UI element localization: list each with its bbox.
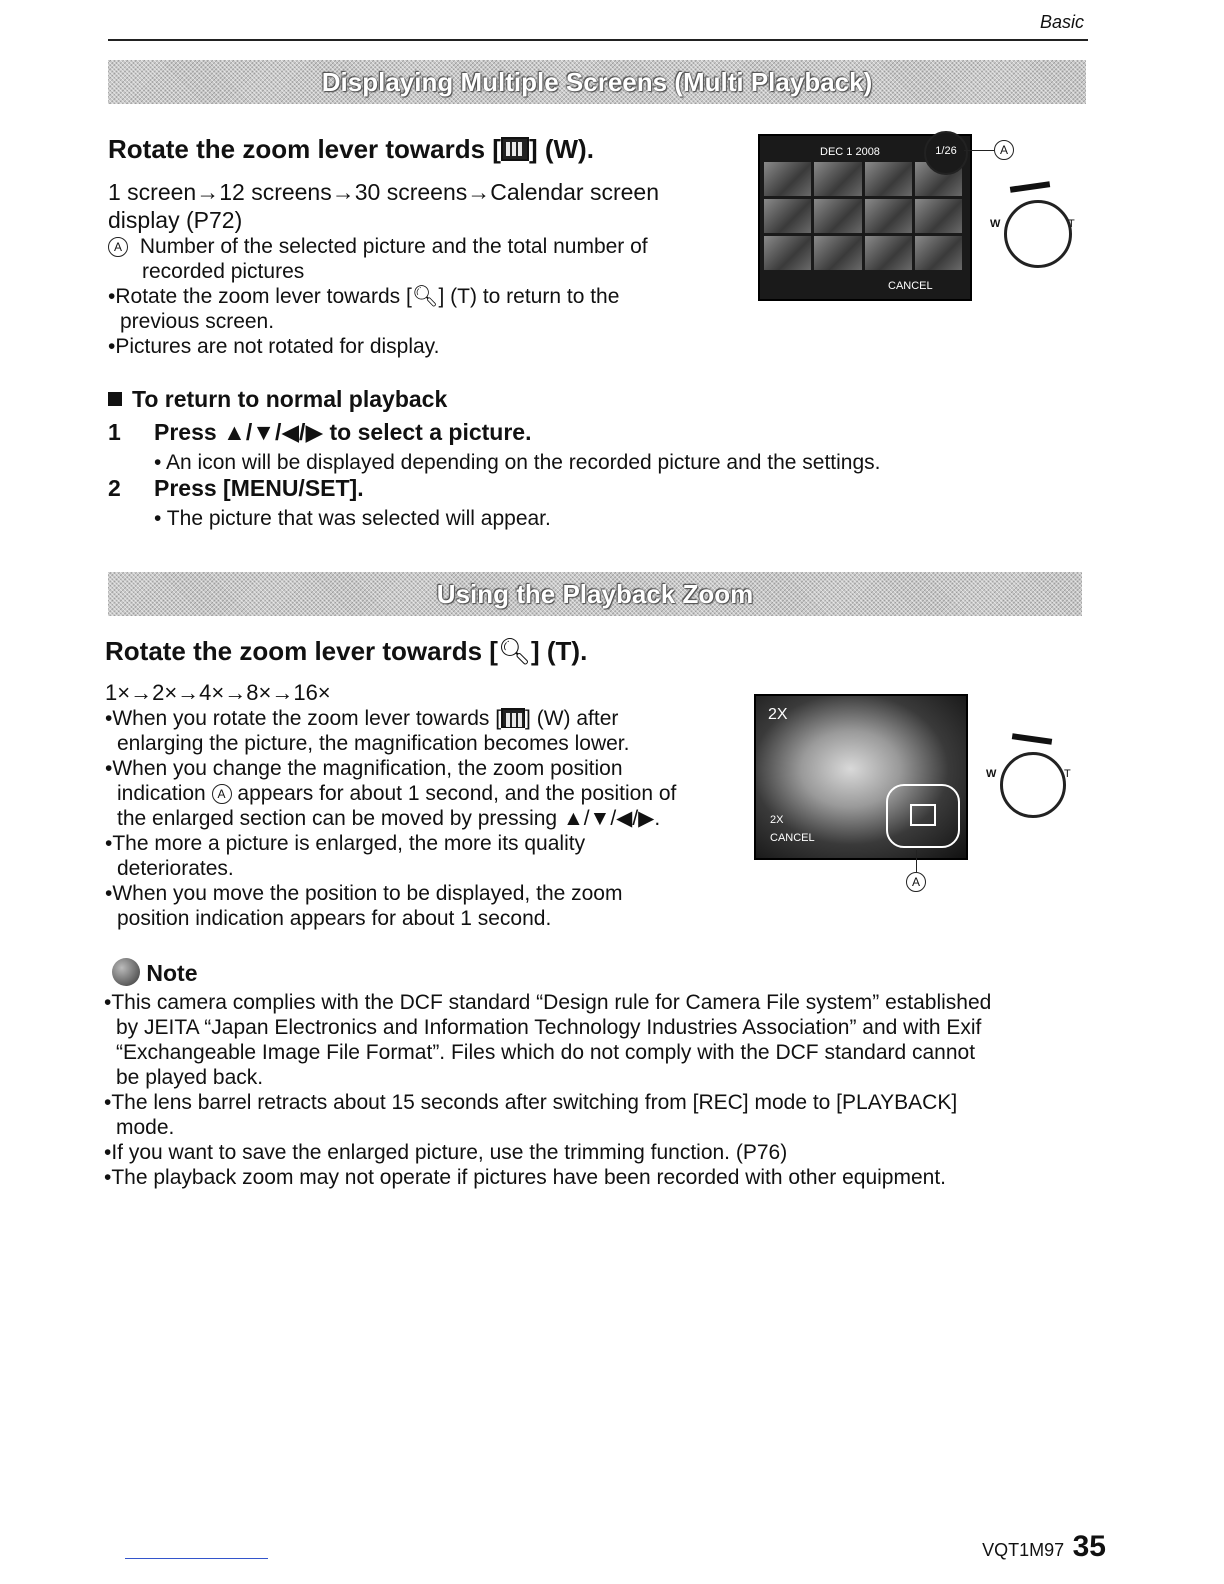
zoom-tele-icon: 🔍︎ [497, 636, 531, 666]
thumbnail [764, 162, 811, 196]
dial-t-label: T [1064, 768, 1071, 780]
step-1: 1 Press ▲/▼/◀/▶ to select a picture. [108, 419, 532, 445]
banner-title: Displaying Multiple Screens (Multi Playback) [321, 66, 873, 97]
marker-a-label: A [994, 140, 1014, 160]
step-2: 2 Press [MENU/SET]. [108, 475, 364, 501]
dial-w-label: W [990, 218, 1001, 230]
arrow-right-icon [1012, 733, 1052, 745]
count-callout: 1/26 [924, 131, 968, 175]
square-bullet-icon [108, 392, 122, 406]
bullet-quality: •The more a picture is enlarged, the more its quality [105, 832, 586, 855]
page-footer [982, 1530, 1106, 1564]
thumbnail [915, 236, 962, 270]
header-rule [108, 39, 1088, 41]
thumbnail [915, 199, 962, 233]
callout-line [964, 150, 994, 151]
thumbnail [814, 199, 861, 233]
dial-w-label: W [986, 768, 997, 780]
multi-playback-details: A Number of the selected picture and the total number of recorded pictures •Rotate the zoom lever towards [🔍︎] (T) to return to the previous screen. •Pictures are not rotated for display. [108, 234, 748, 359]
thumbnail [814, 236, 861, 270]
document-code: VQT1M97 [982, 1540, 1065, 1560]
note-item: •If you want to save the enlarged picture, use the trimming function. (P76) [104, 1141, 788, 1164]
screen-date: DEC 1 2008 [820, 146, 880, 158]
callout-line [916, 850, 917, 872]
footer-line [125, 1558, 268, 1559]
section-banner-multi-playback [108, 60, 1086, 104]
bullet-not-rotated: •Pictures are not rotated for display. [108, 335, 440, 358]
note-item: •The lens barrel retracts about 15 seconds after switching from [REC] mode to [PLAYBACK] [104, 1091, 958, 1114]
multi-screen-icon [501, 708, 525, 728]
dial-t-label: T [1068, 218, 1075, 230]
banner-title: Using the Playback Zoom [436, 578, 754, 609]
zoom-lever-dial [1000, 752, 1066, 818]
bullet-move-position: •When you move the position to be displayed, the zoom [105, 882, 623, 905]
marker-a-icon: A [108, 237, 128, 257]
marker-a-label: A [906, 872, 926, 892]
bullet-lower-magnification: •When you rotate the zoom lever towards [ ] (W) after [105, 707, 619, 730]
step-2-note: • The picture that was selected will appear. [154, 507, 551, 530]
thumbnail [865, 199, 912, 233]
screen-cancel: CANCEL [888, 280, 933, 292]
thumbnail [865, 236, 912, 270]
zoom-small-label: 2X [770, 814, 784, 826]
thumbnail [865, 162, 912, 196]
multi-playback-heading: Rotate the zoom lever towards [ ] (W). [108, 134, 594, 164]
thumbnail [764, 236, 811, 270]
note-icon [112, 958, 140, 986]
step-1-note: • An icon will be displayed depending on the recorded picture and the settings. [154, 451, 881, 474]
zoom-level-label: 2X [768, 706, 788, 723]
thumbnail-grid [764, 162, 962, 270]
marker-a-icon: A [212, 784, 232, 804]
playback-zoom-heading: Rotate the zoom lever towards [🔍︎] (T). [105, 636, 588, 666]
zoom-tele-icon: 🔍︎ [411, 285, 439, 308]
zoom-position-indicator [886, 784, 960, 848]
multi-playback-sequence: 1 screen→12 screens→30 screens→Calendar screen display (P72) [108, 179, 659, 233]
page-number: 35 [1072, 1530, 1106, 1563]
note-item: •This camera complies with the DCF standard “Design rule for Camera File system” established [104, 991, 992, 1014]
playback-zoom-screen [754, 694, 968, 860]
note-list: •This camera complies with the DCF standard “Design rule for Camera File system” established by JEITA “Japan Electronics and Information Technology Industries Association” and with Exif “Exchangeable Image File Format”. Files which do not comply with the DCF standard cannot be played back. •The lens barrel retracts about 15 seconds after switching from [REC] mode to [PLAYBACK] mode. •If you want to save the enlarged picture, use the trimming function. (P76) •The playback zoom may not operate if pictures have been recorded with other equipment. [104, 990, 1094, 1190]
note-heading: Note [112, 958, 198, 987]
section-label: Basic [1039, 12, 1084, 32]
thumbnail [764, 199, 811, 233]
screen-cancel: CANCEL [770, 832, 815, 844]
multi-screen-icon [501, 137, 529, 161]
bullet-zoom-position: •When you change the magnification, the zoom position [105, 757, 623, 780]
playback-zoom-bullets: •When you rotate the zoom lever towards [ ] (W) after enlarging the picture, the magnification becomes lower. •When you change the magnification, the zoom position indication A appears for about 1 second, and the position of the enlarged section can be moved by pressing ▲/▼/◀/▶. •The more a picture is enlarged, the more its quality deteriorates. •When you move the position to be displayed, the zoom position indication appears for about 1 second. [105, 706, 745, 931]
arrow-left-icon [1010, 181, 1050, 193]
note-item: •The playback zoom may not operate if pictures have been recorded with other equipment. [104, 1166, 946, 1189]
thumbnail [814, 162, 861, 196]
return-title: To return to normal playback [108, 386, 881, 413]
bullet-return: •Rotate the zoom lever towards [🔍︎] (T) to return to the [108, 285, 620, 308]
return-to-normal-block [108, 386, 881, 531]
marker-a-description: A Number of the selected picture and the total number of [108, 234, 748, 259]
zoom-lever-dial [1004, 200, 1072, 268]
zoom-sequence: 1×→2×→4×→8×→16× [105, 680, 331, 705]
section-banner-playback-zoom [108, 572, 1082, 616]
